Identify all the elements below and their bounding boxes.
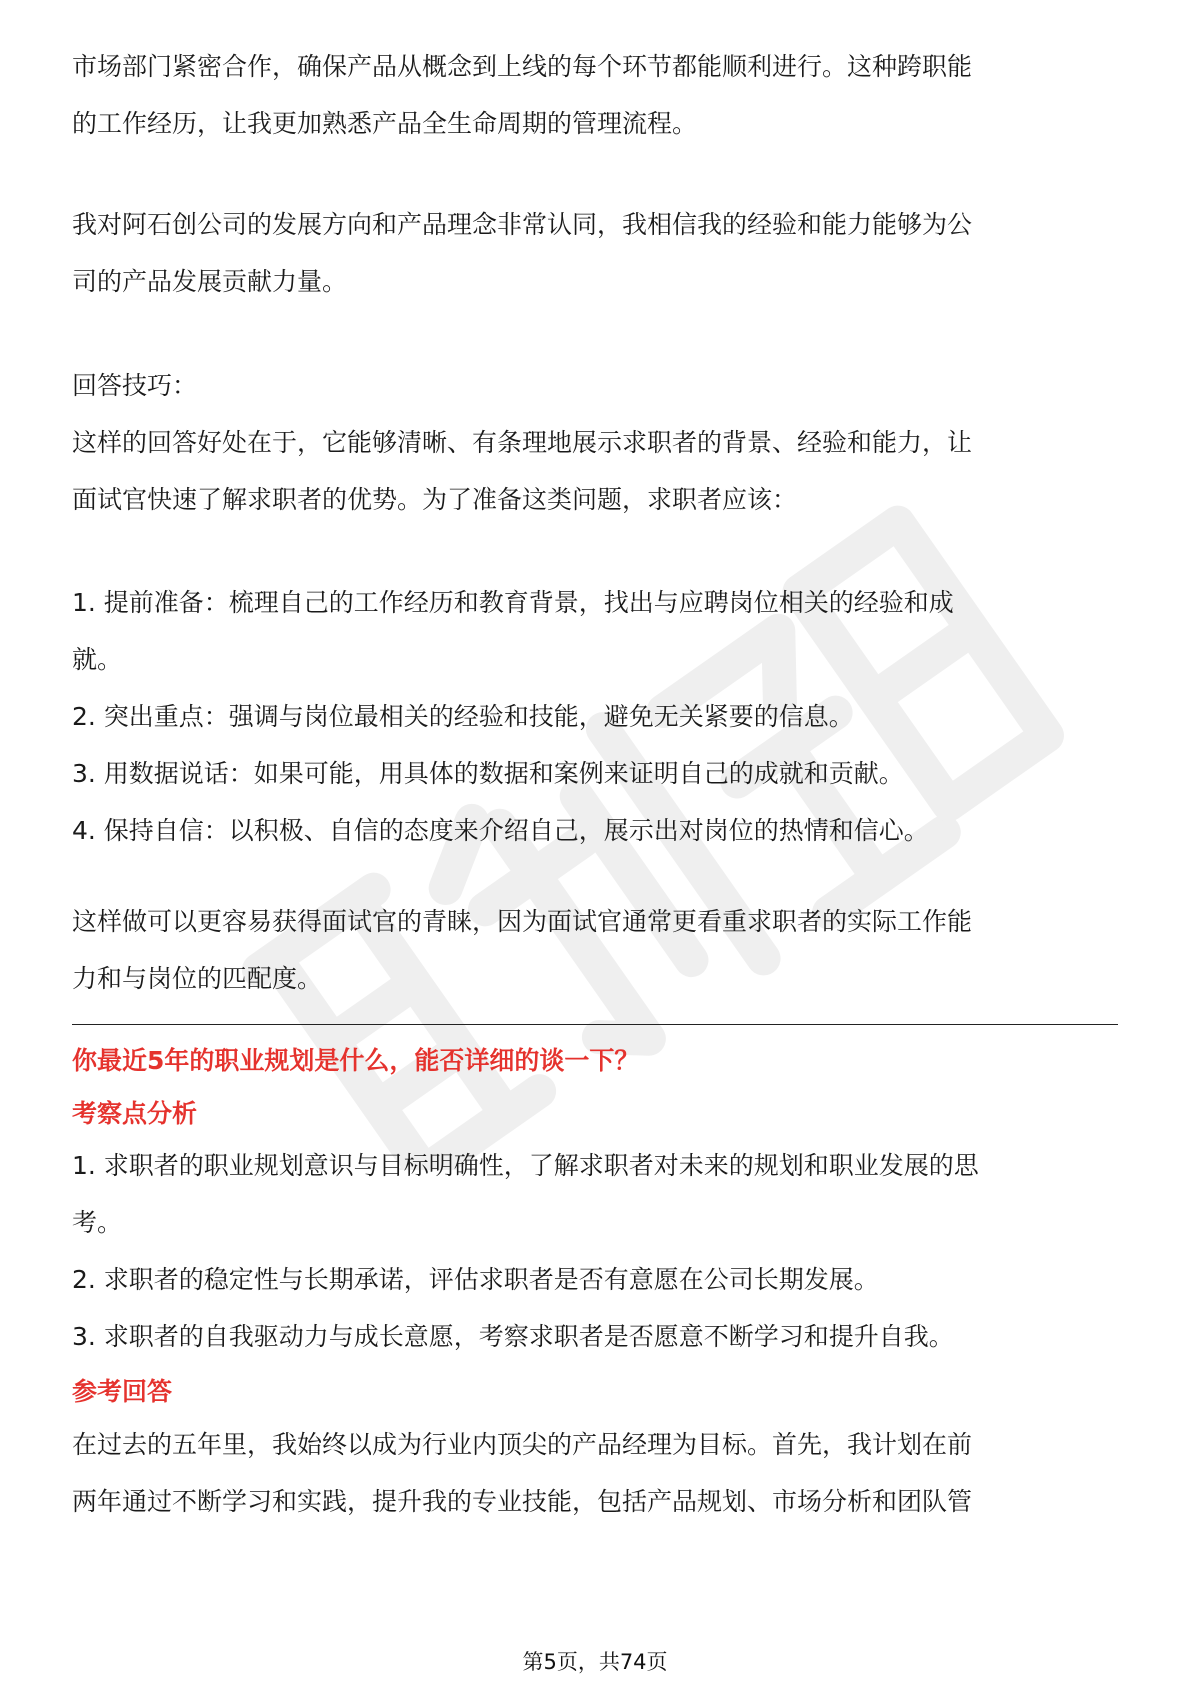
analysis-heading: 考察点分析 [72,1099,198,1128]
question-block [72,1032,639,1142]
analysis-list [72,1137,979,1365]
list-item-continuation: 考。 [72,1208,123,1237]
tips-list [72,574,954,859]
text-line: 力和与岗位的匹配度。 [72,964,323,993]
text-line: 市场部门紧密合作，确保产品从概念到上线的每个环节都能顺利进行。这种跨职能 [72,52,973,81]
answer-heading: 参考回答 [72,1377,173,1406]
question-title: 你最近5年的职业规划是什么，能否详细的谈一下？ [72,1046,640,1075]
answer-block [72,1363,972,1530]
list-item: 1. 求职者的职业规划意识与目标明确性，了解求职者对未来的规划和职业发展的思 [72,1151,979,1180]
tips-conclusion [72,893,972,1007]
tips-section [72,357,972,528]
section-divider [72,1024,1118,1025]
text-line: 的工作经历，让我更加熟悉产品全生命周期的管理流程。 [72,109,698,138]
list-item-continuation: 就。 [72,645,123,674]
list-item: 3. 用数据说话：如果可能，用具体的数据和案例来证明自己的成就和贡献。 [72,759,904,788]
page-footer: 第5页，共74页 [522,1650,668,1674]
list-item: 3. 求职者的自我驱动力与成长意愿，考察求职者是否愿意不断学习和提升自我。 [72,1322,954,1351]
text-line: 在过去的五年里，我始终以成为行业内顶尖的产品经理为目标。首先，我计划在前 [72,1430,973,1459]
text-line: 面试官快速了解求职者的优势。为了准备这类问题，求职者应该： [72,485,798,514]
text-line: 司的产品发展贡献力量。 [72,267,348,296]
list-item: 4. 保持自信：以积极、自信的态度来介绍自己，展示出对岗位的热情和信心。 [72,816,929,845]
list-item: 2. 突出重点：强调与岗位最相关的经验和技能，避免无关紧要的信息。 [72,702,854,731]
text-line: 这样的回答好处在于，它能够清晰、有条理地展示求职者的背景、经验和能力，让 [72,428,973,457]
intro-paragraph-2 [72,196,972,310]
intro-paragraph-1 [72,38,972,152]
tips-label: 回答技巧： [72,371,198,400]
text-line: 两年通过不断学习和实践，提升我的专业技能，包括产品规划、市场分析和团队管 [72,1487,973,1516]
text-line: 这样做可以更容易获得面试官的青睐，因为面试官通常更看重求职者的实际工作能 [72,907,973,936]
list-item: 1. 提前准备：梳理自己的工作经历和教育背景，找出与应聘岗位相关的经验和成 [72,588,954,617]
list-item: 2. 求职者的稳定性与长期承诺，评估求职者是否有意愿在公司长期发展。 [72,1265,879,1294]
text-line: 我对阿石创公司的发展方向和产品理念非常认同，我相信我的经验和能力能够为公 [72,210,973,239]
